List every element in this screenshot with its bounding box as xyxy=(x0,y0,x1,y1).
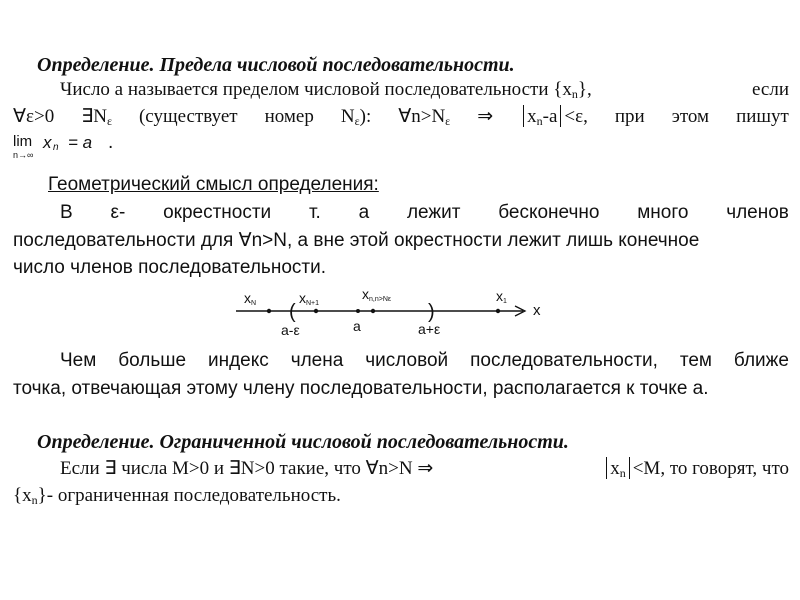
label-xn-right-sub: n,n>Nε xyxy=(369,296,391,303)
subscript: n xyxy=(619,466,626,480)
quantifier-text: ∀ε>0 xyxy=(13,106,55,127)
geo-word: много xyxy=(637,202,689,223)
definition-text: }, xyxy=(577,79,592,100)
bounded-text: {x xyxy=(13,485,32,506)
label-xn-inner-text: x xyxy=(299,290,306,306)
definition-bounded-line1 xyxy=(60,457,789,485)
label-x1-sub: 1 xyxy=(503,298,507,305)
definition-limit-line2 xyxy=(13,105,789,133)
point-xn-right xyxy=(371,309,375,313)
geometric-meaning-title: Геометрический смысл определения: xyxy=(48,174,379,195)
para-word: ближе xyxy=(733,350,789,371)
lim-word: lim xyxy=(13,133,33,150)
subscript: n xyxy=(536,114,543,128)
label-a: a xyxy=(353,318,361,334)
para-word: индекс xyxy=(207,350,269,371)
formula-text: x xyxy=(527,106,537,127)
point-xn-inner xyxy=(314,309,318,313)
bounded-text: Если ∃ числа M>0 и ∃N>0 такие, что ∀n>N ⇒ xyxy=(60,458,434,479)
subscript: ε xyxy=(445,114,451,128)
abs-bar-left xyxy=(606,457,607,479)
point-xn-left xyxy=(267,309,271,313)
definition-word: пишут xyxy=(736,106,789,127)
lim-subscript: n→∞ xyxy=(13,150,34,160)
label-x1 xyxy=(496,288,507,305)
para-word: Чем xyxy=(60,350,97,371)
label-xn-right xyxy=(362,286,391,303)
para-word: больше xyxy=(118,350,187,371)
geo-word: В xyxy=(60,202,73,223)
subscript: n xyxy=(31,493,38,507)
bounded-text: }- ограниченная последовательность. xyxy=(37,485,341,506)
abs-bar-left xyxy=(523,105,524,127)
para-word: последовательности, xyxy=(470,350,658,371)
formula-text: <ε, xyxy=(564,106,588,127)
definition-word: N xyxy=(340,106,355,127)
closeness-line1 xyxy=(60,349,789,373)
geo-word: членов xyxy=(726,202,789,223)
label-xn-left-sub: N xyxy=(251,300,257,307)
lim-variable: x xyxy=(43,133,52,152)
label-xn-right-text: x xyxy=(362,286,369,302)
label-xn-inner xyxy=(299,290,319,307)
definition-word: (существует xyxy=(138,106,238,127)
axis-label-x: x xyxy=(533,302,541,319)
geo-word: окрестности xyxy=(163,202,272,223)
para-word: тем xyxy=(679,350,712,371)
label-xn-left-text: x xyxy=(244,290,251,306)
label-a-plus-eps: a+ε xyxy=(418,321,441,337)
quantifier-text: ∃N xyxy=(81,106,107,127)
definition-word: ): xyxy=(359,106,372,127)
label-a-minus-eps: a-ε xyxy=(281,322,300,338)
definition-limit-title: Определение. Предела числовой последовательности. xyxy=(37,54,515,76)
definition-word: если xyxy=(752,79,789,100)
subscript: ε xyxy=(106,114,112,128)
neighborhood-right-bracket: ) xyxy=(428,301,435,323)
bounded-abs-formula xyxy=(603,457,789,485)
label-xn-inner-sub: N+1 xyxy=(306,300,320,307)
geometric-line2: последовательности для ∀n>N, а вне этой окрестности лежит лишь конечное xyxy=(13,230,700,251)
geo-word: а xyxy=(358,202,370,223)
quantifier-text: ∀n>N xyxy=(398,106,446,127)
definition-word: номер xyxy=(264,106,314,127)
para-word: числовой xyxy=(365,350,449,371)
closeness-line2: точка, отвечающая этому члену последовательности, располагается к точке а. xyxy=(13,378,709,399)
definition-limit-line1 xyxy=(60,78,789,106)
geometric-line3: число членов последовательности. xyxy=(13,257,326,278)
definition-bounded-line2 xyxy=(13,484,341,512)
definition-word: этом xyxy=(671,106,710,127)
label-x1-text: x xyxy=(496,288,503,304)
point-a xyxy=(356,309,360,313)
lim-equals-a: = a xyxy=(68,133,93,152)
bounded-text: <M, то говорят, что xyxy=(632,458,789,479)
subscript: n xyxy=(571,87,578,101)
geometric-line1 xyxy=(60,201,789,225)
para-word: члена xyxy=(290,350,344,371)
definition-word: при xyxy=(614,106,645,127)
period: . xyxy=(108,132,114,153)
geo-word: лежит xyxy=(406,202,461,223)
neighborhood-left-bracket: ( xyxy=(289,301,296,323)
formula-text: -a xyxy=(542,106,558,127)
point-x1 xyxy=(496,309,500,313)
subscript: ε xyxy=(354,114,360,128)
abs-bar-right xyxy=(560,105,561,127)
geo-word: т. xyxy=(308,202,321,223)
geo-word: бесконечно xyxy=(498,202,600,223)
formula-text: x xyxy=(610,458,620,479)
lim-variable-subscript: n xyxy=(53,142,59,153)
implies-symbol: ⇒ xyxy=(477,106,494,127)
geo-word: ε- xyxy=(110,202,126,223)
definition-text: Число а называется пределом числовой последовательности {x xyxy=(60,79,572,100)
label-xn-left xyxy=(244,290,256,307)
number-line-diagram xyxy=(230,282,560,344)
abs-bar-right xyxy=(629,457,630,479)
definition-bounded-title: Определение. Ограниченной числовой последовательности. xyxy=(37,431,569,453)
